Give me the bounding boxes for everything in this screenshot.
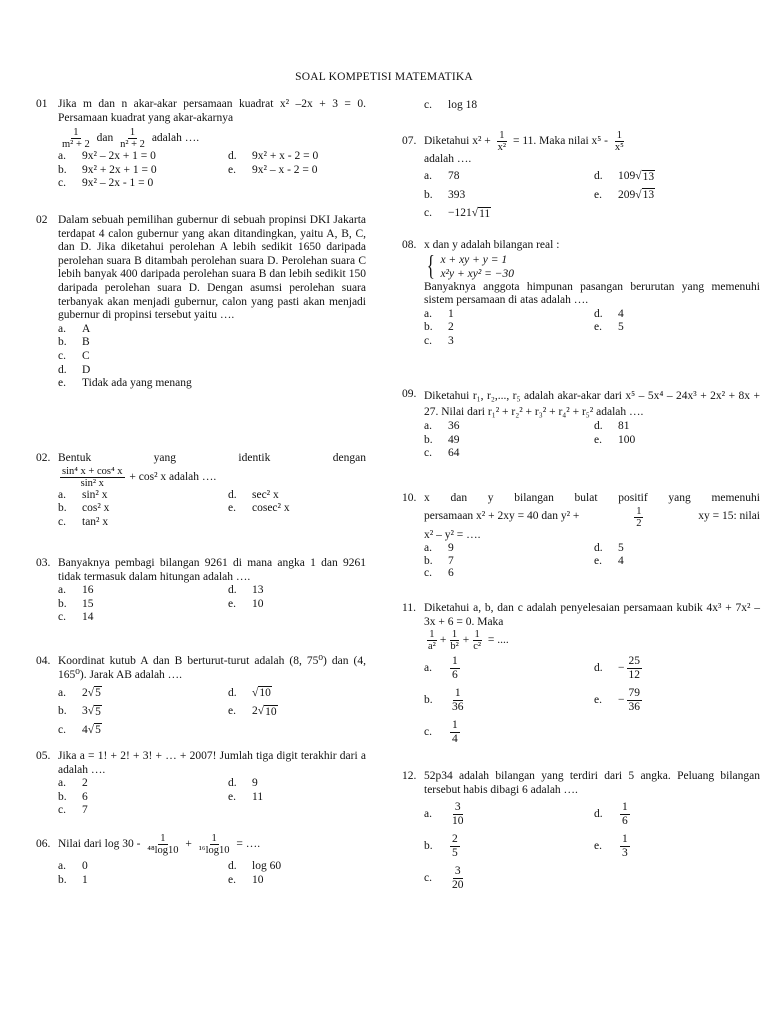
answer-option[interactable]: d. 109 √ 13 <box>594 170 655 183</box>
answer-options <box>58 150 366 191</box>
answer-option[interactable]: b. cos² x <box>58 502 110 515</box>
answer-option[interactable]: b. $\frac{1}{36}$ <box>424 687 464 714</box>
question-11 <box>402 602 760 746</box>
answer-option[interactable]: c. 14 <box>58 611 94 624</box>
fraction: $\frac{1}{\text{⁴⁸log10}}$ <box>147 833 179 856</box>
question-text-line: persamaan x² + 2xy = 40 dan y² + $\frac{1}{2}$ xy = 15: nilai <box>424 505 760 529</box>
answer-option[interactable]: a. $\frac{1}{6}$ <box>424 655 458 682</box>
answer-options <box>424 420 760 461</box>
question-number: 04. <box>36 655 51 667</box>
answer-option[interactable]: a. $\frac{3}{10}$ <box>424 801 464 828</box>
answer-option[interactable]: c. 4 √ 5 <box>58 723 101 737</box>
fraction: $\frac{1}{\text{m² + 2}}$ <box>62 127 90 151</box>
question-05 <box>36 750 366 818</box>
answer-option[interactable]: e. 209 √ 13 <box>594 188 655 202</box>
question-number: 02. <box>36 452 51 464</box>
answer-option[interactable]: c. log 18 <box>424 99 478 111</box>
question-number: 01 <box>36 98 48 110</box>
answer-option[interactable]: e. 2 √ 10 <box>228 705 277 718</box>
answer-option[interactable]: e. Tidak ada yang menang <box>58 377 192 390</box>
fraction: $\frac{1}{\text{¹⁶log10}}$ <box>198 833 230 856</box>
answer-option[interactable]: a. 2 √ 5 <box>58 686 101 700</box>
answer-option[interactable]: d. sec² x <box>228 488 279 501</box>
question-09 <box>402 388 760 461</box>
answer-options <box>58 686 366 738</box>
answer-options <box>424 170 760 222</box>
brace-icon: { <box>426 250 435 282</box>
answer-option[interactable]: a. 16 <box>58 584 94 597</box>
answer-option[interactable]: a. A <box>58 322 91 335</box>
answer-options <box>424 655 760 746</box>
question-text: 52p34 adalah bilangan yang terdiri dari 5 angka. Peluang bilangan tersebut habis dibagi 6 adalah …. <box>424 770 760 796</box>
answer-option[interactable]: b. B <box>58 336 90 349</box>
answer-option[interactable]: d. log 60 <box>228 860 282 872</box>
question-number: 05. <box>36 750 51 762</box>
answer-option[interactable]: e. 10 <box>228 597 264 610</box>
question-number: 03. <box>36 557 51 569</box>
question-number: 10. <box>402 492 417 504</box>
question-text: Bentuk yang identik dengan <box>58 452 366 464</box>
question-fraction-line: $\frac{\text{sin⁴ x + cos⁴ x}}{\text{sin² x}}$ + cos² x adalah …. <box>62 465 217 489</box>
answer-option[interactable]: c. $\frac{3}{20}$ <box>424 865 464 892</box>
question-text: Diketahui r₁, r₂,..., r₅ adalah akar-akar dari x⁵ – 5x⁴ – 24x³ + 2x² + 8x + 27. Nilai dari r₁² + r₂² + r₃² + r₄² + r₅² adalah …. <box>424 390 760 418</box>
question-text: Koordinat kutub A dan B berturut-turut adalah (8, 75⁰) dan (4, 165⁰). Jarak AB adalah …. <box>58 655 366 681</box>
answer-option[interactable]: e. 100 <box>594 433 636 446</box>
answer-option[interactable]: b. 1 <box>58 873 88 886</box>
fraction: $\frac{\text{sin⁴ x + cos⁴ x}}{\text{sin² x}}$ <box>62 465 123 489</box>
equation-system <box>424 250 515 282</box>
answer-option[interactable]: c. tan² x <box>58 515 109 528</box>
question-10 <box>402 492 760 580</box>
answer-option[interactable]: c. $\frac{1}{4}$ <box>424 719 458 746</box>
answer-option[interactable]: d. D <box>58 363 91 376</box>
answer-option[interactable]: d. 13 <box>228 584 264 597</box>
answer-option[interactable]: d. 9x² + x - 2 = 0 <box>228 150 319 163</box>
answer-option[interactable]: b. 49 <box>424 433 460 446</box>
question-number: 08. <box>402 239 417 251</box>
question-02-trig <box>36 452 366 529</box>
question-text: Diketahui a, b, dan c adalah penyelesaian persamaan kubik 4x³ + 7x² – 3x + 6 = 0. Maka <box>424 602 760 628</box>
answer-option[interactable]: e. 11 <box>228 790 264 803</box>
answer-option[interactable]: d. − $\frac{25}{12}$ <box>594 655 640 682</box>
answer-options <box>58 323 366 391</box>
question-text: x dan y adalah bilangan real : <box>424 239 560 251</box>
question-text: Dalam sebuah pemilihan gubernur di sebuah propinsi DKI Jakarta terdapat 4 calon gubernur yang akan ditandingkan, yaitu A, B, C, dan D. Jika diketahui perolehan A lebih sedikit 1650 daripada perolehan suara B ditambah perolehan suara D. Perolehan suara C lebih banyak 400 daripada perolehan suara B dan lebih sedikit 150 daripada perolehan suara D. Dengan asumsi perolehan suara terbanyak akan menjadi gubernur, calon yang pasti akan menjadi gubernur di propinsi tersebut yaitu …. <box>58 214 366 322</box>
question-text-tail: x² – y² = …. <box>424 528 481 541</box>
fraction: $\frac{1}{\text{a²}}$ <box>428 629 436 653</box>
question-text: Jika m dan n akar-akar persamaan kuadrat x² –2x + 3 = 0. Persamaan kuadrat yang akar-akarnya <box>58 98 366 124</box>
fraction: $\frac{1}{\text{c²}}$ <box>473 629 482 653</box>
answer-option[interactable]: a. 78 <box>424 170 460 183</box>
answer-option[interactable]: e. 5 <box>594 321 624 334</box>
answer-options <box>58 489 366 530</box>
question-06 <box>36 833 366 887</box>
answer-option[interactable]: d. 81 <box>594 420 630 432</box>
answer-option[interactable]: d. 4 <box>594 307 624 320</box>
question-12 <box>402 770 760 892</box>
answer-option[interactable]: a. 9x² – 2x + 1 = 0 <box>58 150 156 163</box>
answer-option[interactable]: d. 5 <box>594 542 624 555</box>
answer-option[interactable]: b. 9x² + 2x + 1 = 0 <box>58 163 157 176</box>
answer-option[interactable]: c. 3 <box>424 334 454 347</box>
fraction: $\frac{1}{\text{x²}}$ <box>497 130 507 153</box>
answer-option[interactable]: c. C <box>58 349 90 362</box>
question-text-tail: adalah …. <box>424 153 472 165</box>
answer-options <box>58 777 366 818</box>
answer-option[interactable]: c. 6 <box>424 567 454 580</box>
answer-option[interactable]: e. − $\frac{79}{36}$ <box>594 687 640 714</box>
answer-option[interactable]: c. 64 <box>424 447 460 460</box>
answer-option[interactable]: e. $\frac{1}{3}$ <box>594 833 628 860</box>
page-title: SOAL KOMPETISI MATEMATIKA <box>295 71 473 83</box>
equation: x²y + xy² = −30 <box>440 267 515 280</box>
question-fraction-line: $\frac{1}{\text{m² + 2}}$ dan $\frac{1}{\text{n² + 2}}$ adalah …. <box>62 127 200 151</box>
answer-option[interactable]: a. 1 <box>424 307 454 320</box>
question-number: 02 <box>36 214 48 226</box>
question-text: x dan y bilangan bulat positif yang memenuhi <box>424 492 760 504</box>
question-04 <box>36 655 366 738</box>
fraction: $\frac{1}{\text{x⁵}}$ <box>614 130 624 153</box>
question-text: Jika a = 1! + 2! + 3! + … + 2007! Jumlah tiga digit terakhir dari a adalah …. <box>58 750 366 776</box>
answer-options <box>58 584 366 625</box>
fraction: $\frac{1}{\text{n² + 2}}$ <box>120 127 145 151</box>
answer-option[interactable]: b. 7 <box>424 554 454 567</box>
answer-option[interactable]: e. 4 <box>594 554 624 567</box>
question-text: Diketahui x² + $\frac{1}{\text{x²}}$ = 11. Maka nilai x⁵ - $\frac{1}{\text{x⁵}}$ <box>424 130 624 153</box>
answer-option[interactable]: a. 0 <box>58 860 88 872</box>
answer-option[interactable]: d. 9 <box>228 777 258 790</box>
question-expression: $\frac{1}{\text{a²}}$ + $\frac{1}{\text{b²}}$ + $\frac{1}{\text{c²}}$ = .... <box>428 629 509 653</box>
answer-options <box>58 860 366 887</box>
question-number: 06. <box>36 837 51 850</box>
answer-options <box>424 801 760 892</box>
question-08 <box>402 239 760 349</box>
answer-option[interactable]: c. −121 √ 11 <box>424 207 491 220</box>
answer-option[interactable]: a. 36 <box>424 420 460 432</box>
answer-option[interactable]: d. $\frac{1}{6}$ <box>594 801 628 828</box>
answer-options <box>424 542 760 580</box>
answer-option[interactable]: b. 393 <box>424 188 466 201</box>
answer-option[interactable]: a. 9 <box>424 542 454 555</box>
question-03 <box>36 557 366 625</box>
answer-option[interactable]: c. 7 <box>58 804 88 817</box>
answer-option[interactable]: e. 10 <box>228 873 264 886</box>
answer-option[interactable]: e. cosec² x <box>228 502 290 515</box>
fraction: $\frac{1}{\text{b²}}$ <box>450 629 459 653</box>
question-07 <box>402 130 760 221</box>
answer-options <box>424 308 760 349</box>
answer-option[interactable]: b. 6 <box>58 790 88 803</box>
answer-option[interactable]: a. 2 <box>58 777 88 790</box>
question-01 <box>36 98 366 191</box>
answer-option[interactable]: b. $\frac{2}{5}$ <box>424 833 458 860</box>
question-02-election <box>36 214 366 391</box>
answer-option[interactable]: b. 3 √ 5 <box>58 705 101 718</box>
answer-option[interactable]: b. 15 <box>58 597 94 610</box>
question-text: Banyaknya anggota himpunan pasangan berurutan yang memenuhi sistem persamaan di atas adalah …. <box>424 280 760 307</box>
question-number: 09. <box>402 388 417 400</box>
question-text: Banyaknya pembagi bilangan 9261 di mana angka 1 dan 9261 tidak termasuk dalam hitungan adalah …. <box>58 557 366 583</box>
question-number: 12. <box>402 770 417 782</box>
equation: x + xy + y = 1 <box>440 253 508 266</box>
answer-option[interactable]: c. 9x² – 2x - 1 = 0 <box>58 177 154 190</box>
answer-option[interactable]: a. sin² x <box>58 488 108 501</box>
fraction: $\frac{1}{2}$ <box>636 505 642 529</box>
answer-option[interactable]: d. √ 10 <box>228 686 271 700</box>
answer-option[interactable]: e. 9x² – x - 2 = 0 <box>228 163 318 176</box>
answer-option[interactable]: b. 2 <box>424 321 454 334</box>
question-text: Nilai dari log 30 - $\frac{1}{\text{⁴⁸log10}}$ + $\frac{1}{\text{¹⁶log10}}$ = …. <box>58 833 261 856</box>
question-number: 07. <box>402 134 417 147</box>
question-number: 11. <box>402 602 416 614</box>
